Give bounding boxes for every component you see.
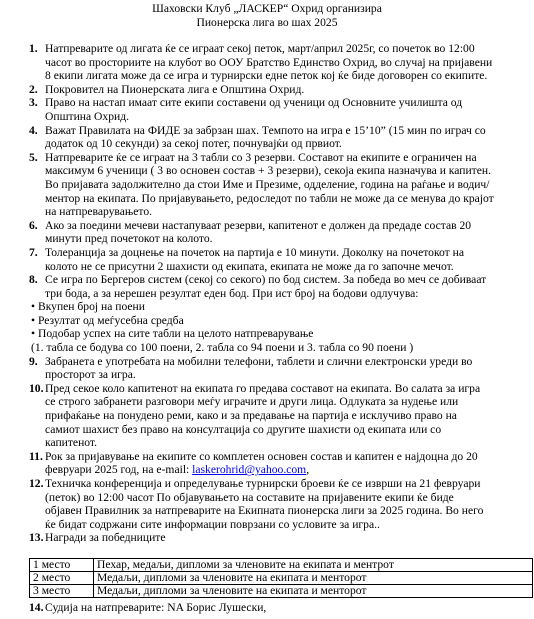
rule-line: Награди за победниците: [45, 531, 166, 545]
awards-row: [30, 559, 533, 572]
rule-6: [0, 219, 534, 246]
rule-line: самиот шахист без право на консултација со другите шахисти од екипата или со: [45, 422, 442, 436]
rule-line: ќе бидат содржани сите информации поврзани со условите за игра..: [45, 517, 380, 531]
rule-number: 10.: [29, 381, 44, 395]
rule-line: Техничка конференција и определување турнирски броеви ќе се изврши на 21 февруари: [45, 477, 481, 490]
header-line-2: Пионерска лига во шах 2025: [196, 16, 338, 29]
rule-number: 7.: [29, 245, 38, 259]
rule-line: Важат Правилата на ФИДЕ за забрзан шах. Темпото на игра е 15’10” (15 мин по играч со: [45, 123, 486, 137]
rules-list-part-2: [0, 355, 534, 450]
rule-7: [0, 246, 534, 273]
rule-line: Право на настап имаат сите екипи составени од ученици од Основните училишта од: [45, 96, 463, 110]
rule-line: додаток од 10 секунди) за секој потег, почнувајќи од првиот.: [45, 137, 342, 151]
rule-9: [0, 355, 534, 382]
rule-line: максимум 6 ученици ( 3 во основен состав + 3 резерви), секоја екипа назначува и капитен.: [45, 164, 491, 178]
rule-line: Општина Охрид.: [45, 109, 129, 123]
rule-number: 8.: [29, 273, 38, 287]
awards-row: [30, 572, 533, 585]
rule-line: на натпреварувањето.: [45, 205, 153, 219]
rule-line: часот во просториите на клубот во ООУ Братство Единство Охрид, во случај на пријавени: [45, 55, 493, 69]
rule-line: (петок) во 12:00 часот По објавувањето на составите на пријавените екипи ќе биде: [45, 490, 454, 504]
rule-2: [0, 83, 534, 97]
rule-line: Толеранција за доцнење на почеток на партија е 10 минути. Доколку на почетокот на: [45, 245, 464, 259]
rule-line: минути пред почетокот на колото.: [45, 232, 213, 246]
rule-line: прифаќање на понудено реми, како и за предавање на партија е исклучиво право на: [45, 409, 457, 423]
rule-line: [31, 463, 520, 477]
tiebreak-item-1: • Вкупен број на поени: [31, 300, 145, 314]
rule-number: 6.: [29, 218, 38, 232]
rule-line: Рок за пријавување на екипите со комплетен основен состав и капитен е најдоцна до 20: [45, 449, 478, 463]
award-place: 3 место: [30, 585, 94, 598]
rule-line: Во пријавата задолжително да стои Име и Презиме, одделение, година на раѓање и водич/: [45, 177, 490, 191]
rule-number: 2.: [29, 82, 38, 96]
rule-line: Забранета е употребата на мобилни телефони, таблети и слични електронски уреди во: [45, 354, 473, 368]
rule-line: три бода, а за нерешен резултат еден бод. При ист број на бодови одлучува:: [45, 286, 419, 300]
award-description: Медаљи, дипломи за членовите на екипата и менторот: [94, 585, 533, 598]
rule-number: 13.: [29, 531, 44, 545]
rule-number: 3.: [29, 96, 38, 110]
rule-line: капитенот.: [45, 436, 98, 450]
rule-number: 4.: [29, 123, 38, 137]
rule-12: [0, 477, 534, 531]
awards-row: [30, 585, 533, 598]
rule-text: ,: [306, 463, 310, 477]
rule-text: февруари 2025 год, на e-mail:: [45, 463, 193, 477]
header-line-1: Шаховски Клуб „ЛАСКЕР“ Охрид организира: [152, 2, 382, 15]
rule-line: се строго забранети разговори меѓу играчите и други лица. Одлуката за нудење или: [45, 395, 459, 409]
tiebreak-item-3: • Подобар успех на сите табли на целото натпреварување: [31, 327, 314, 341]
rule-number: 14.: [29, 601, 44, 614]
rule-14: [0, 601, 534, 615]
rule-number: 1.: [29, 42, 38, 55]
rule-8: [0, 273, 534, 300]
rule-line: Натпреварите од лигата ќе се играат секој петок, март/април 2025г, со почеток во 12:00: [45, 42, 475, 55]
rule-line: објавен Правилник за натпреварите на Екипната пионерска лиги за 2025 година. Во него: [45, 504, 484, 518]
awards-table: [29, 558, 533, 598]
rule-line: просторот за игра.: [45, 368, 136, 382]
award-description: Медаљи, дипломи за членовите на екипата и менторот: [94, 572, 533, 585]
rule-number: 11.: [29, 449, 43, 463]
rule-line: ментор на екипата. По пријавувањето, редоследот по табли не може да се менува до крајот: [45, 191, 494, 205]
rule-3: [0, 96, 534, 123]
rule-1: [0, 42, 534, 83]
rules-list-part-1: [0, 42, 534, 300]
rule-line: Пред секое коло капитенот на екипата го предава составот на екипата. Во салата за игра: [45, 381, 481, 395]
rule-number: 9.: [29, 354, 38, 368]
rule-13: [0, 531, 534, 545]
rule-line: Ако за поедини мечеви настапуваат резерви, капитенот е должен да предаде состав 20: [45, 218, 472, 232]
tiebreak-item-2: • Резултат од меѓусебна средба: [31, 313, 184, 327]
rule-line: Се игра по Бергеров систем (секој со секого) по бод систем. За победа во меч се добиваат: [45, 273, 487, 287]
rule-4: [0, 124, 534, 151]
rule-11: [0, 450, 534, 477]
rule-number: 12.: [29, 477, 44, 490]
rule-line: Судија на натпреварите: NA Борис Лушески,: [45, 601, 267, 614]
rule-10: [0, 382, 534, 450]
email-link[interactable]: laskerohrid@yahoo.com: [192, 463, 307, 477]
rule-5: [0, 151, 534, 219]
rule-line: 8 екипи лигата може да се игра и турнирски едне петок кој ќе биде договорен со екипите.: [45, 69, 488, 83]
award-place: 1 место: [30, 559, 94, 572]
rule-number: 5.: [29, 150, 38, 164]
award-place: 2 место: [30, 572, 94, 585]
rule-line: Натпреварите ќе се играат на 3 табли со 3 резерви. Составот на екипите е ограничен на: [45, 150, 477, 164]
award-description: Пехар, медаљи, дипломи за членовите на екипата и ментрот: [94, 559, 533, 572]
rule-line: Покровител на Пионерската лига е Општина Охрид.: [45, 82, 305, 96]
rule-line: колото не се присутни 2 шахисти од екипата, екипата не може да го започне мечот.: [45, 259, 454, 273]
board-points-note: (1. табла се бодува со 100 поени, 2. табла со 94 поени и 3. табла со 90 поени ): [31, 341, 414, 355]
